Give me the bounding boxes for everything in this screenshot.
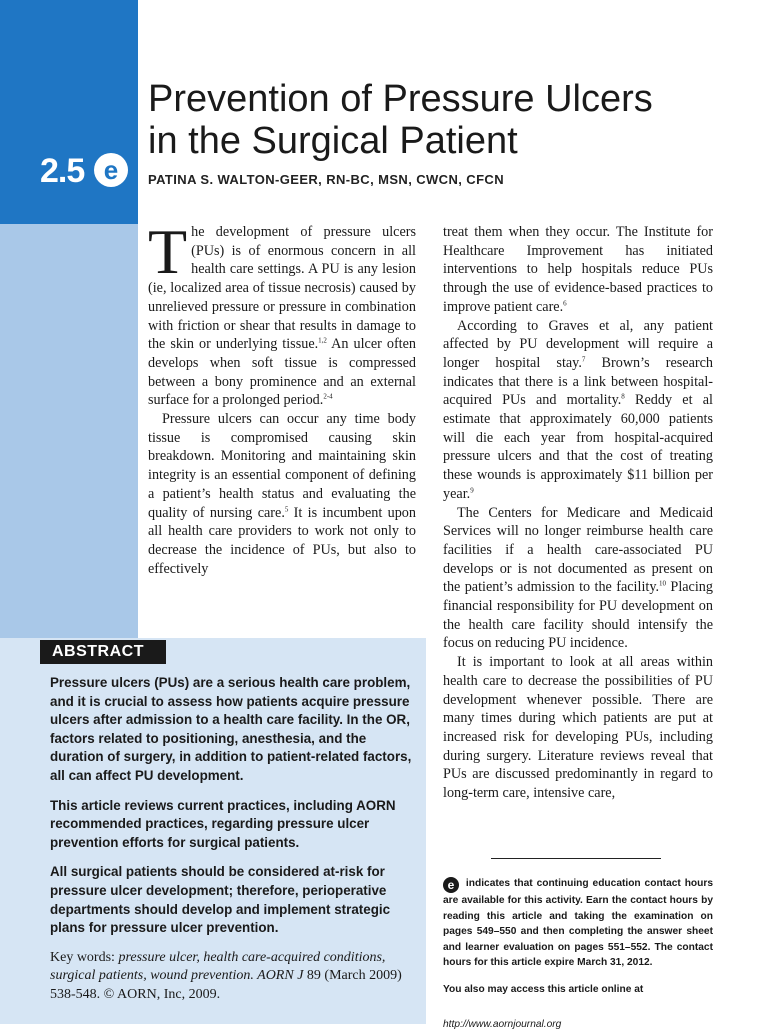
body-column-right	[443, 223, 713, 803]
paragraph: According to Graves et al, any patient affected by PU development will require a longer hospital stay.$^7$ Brown’s research indicates that there is a link between hospital-acquired PUs and mortality.$^8$ Reddy et al estimate that approximately 60,000 patients will die each year from hospital-acquired pressure ulcers and that the cost of treating these wounds is approximately $11 billion per year.$^9$	[443, 317, 713, 502]
section-number: 2.5	[40, 152, 85, 190]
continuing-education-icon: e	[443, 877, 459, 893]
drop-cap: T	[148, 216, 188, 287]
continuing-education-note: e indicates that continuing education contact hours are available for this activity. Earn the contact hours by reading this article and taking the examination on pages 549–550 and then completing the answer sheet and learner evaluation on pages 551–552. The contact hours for this article expire March 31, 2012. You also may access this article online at	[443, 876, 713, 1009]
author-byline: PATINA S. WALTON-GEER, RN-BC, MSN, CWCN, CFCN	[148, 172, 504, 187]
online-access-note: You also may access this article online at	[443, 983, 644, 995]
journal-url-link[interactable]: http://www.aornjournal.org	[443, 1019, 562, 1030]
paragraph: The Centers for Medicare and Medicaid Services will no longer reimburse health care facilities if a health care-associated PU develops or is not documented as present on the patient’s admission to the facility.$^{10}$ Placing financial responsibility for PU development on the health care facility should intensify the focus on reducing PU incidence.	[443, 504, 713, 652]
paragraph: The development of pressure ulcers (PUs) is of enormous concern in all health care settings. A PU is any lesion (ie, localized area of tissue necrosis) caused by unrelieved pressure or pressure in combination with friction or shear that results in damage to the skin or underlying tissue.$^{1,2}$ An ulcer often develops when soft tissue is compressed between a bony prominence and an external surface for a prolonged period.$^{2-4}$	[148, 216, 417, 409]
sidebar-panel	[0, 224, 138, 638]
paragraph: It is important to look at all areas within health care to decrease the possibilities of PU development whenever possible. There are many times during which patients are put at increased risk for developing PUs, including during surgery. Literature reviews reveal that PUs are discussed predominantly in regard to long-term care, intensive care,	[443, 654, 713, 802]
section-color-block	[0, 0, 138, 224]
footnote-divider	[491, 858, 661, 859]
body-column-left	[148, 216, 417, 578]
abstract-heading: ABSTRACT	[40, 640, 166, 664]
continuing-education-icon: e	[94, 153, 128, 187]
abstract-text	[50, 674, 412, 1016]
paragraph: Pressure ulcers can occur any time body tissue is compromised causing skin breakdown. Monitoring and maintaining skin integrity is an essential component of defining a patient’s health status and evaluating the quality of nursing care.$^5$ It is incumbent upon all health care providers to work not only to decrease the incidence of PUs, but also to effectively	[148, 411, 416, 577]
abstract-paragraph: This article reviews current practices, including AORN recommended practices, regarding pressure ulcer prevention efforts for surgical patients.	[50, 797, 396, 850]
key-words: Key words: pressure ulcer, health care-acquired conditions, surgical patients, wound prevention. AORN J 89 (March 2009) 538-548. © AORN, Inc, 2009.	[50, 949, 402, 1002]
abstract-paragraph: All surgical patients should be considered at-risk for pressure ulcer development; therefore, perioperative departments should develop and implement strategic plans for pressure ulcer prevention.	[50, 864, 391, 936]
article-title: Prevention of Pressure Ulcers in the Surgical Patient	[148, 78, 653, 162]
abstract-paragraph: Pressure ulcers (PUs) are a serious health care problem, and it is crucial to assess how patients acquire pressure ulcers after admission to a health care facility. In the OR, factors related to positioning, anesthesia, and the duration of surgery, in addition to patient-related factors, all can affect PU development.	[50, 675, 412, 783]
paragraph: treat them when they occur. The Institute for Healthcare Improvement has initiated interventions to help hospitals reduce PUs through the use of evidence-based practices to improve patient care.$^6$	[443, 224, 713, 315]
